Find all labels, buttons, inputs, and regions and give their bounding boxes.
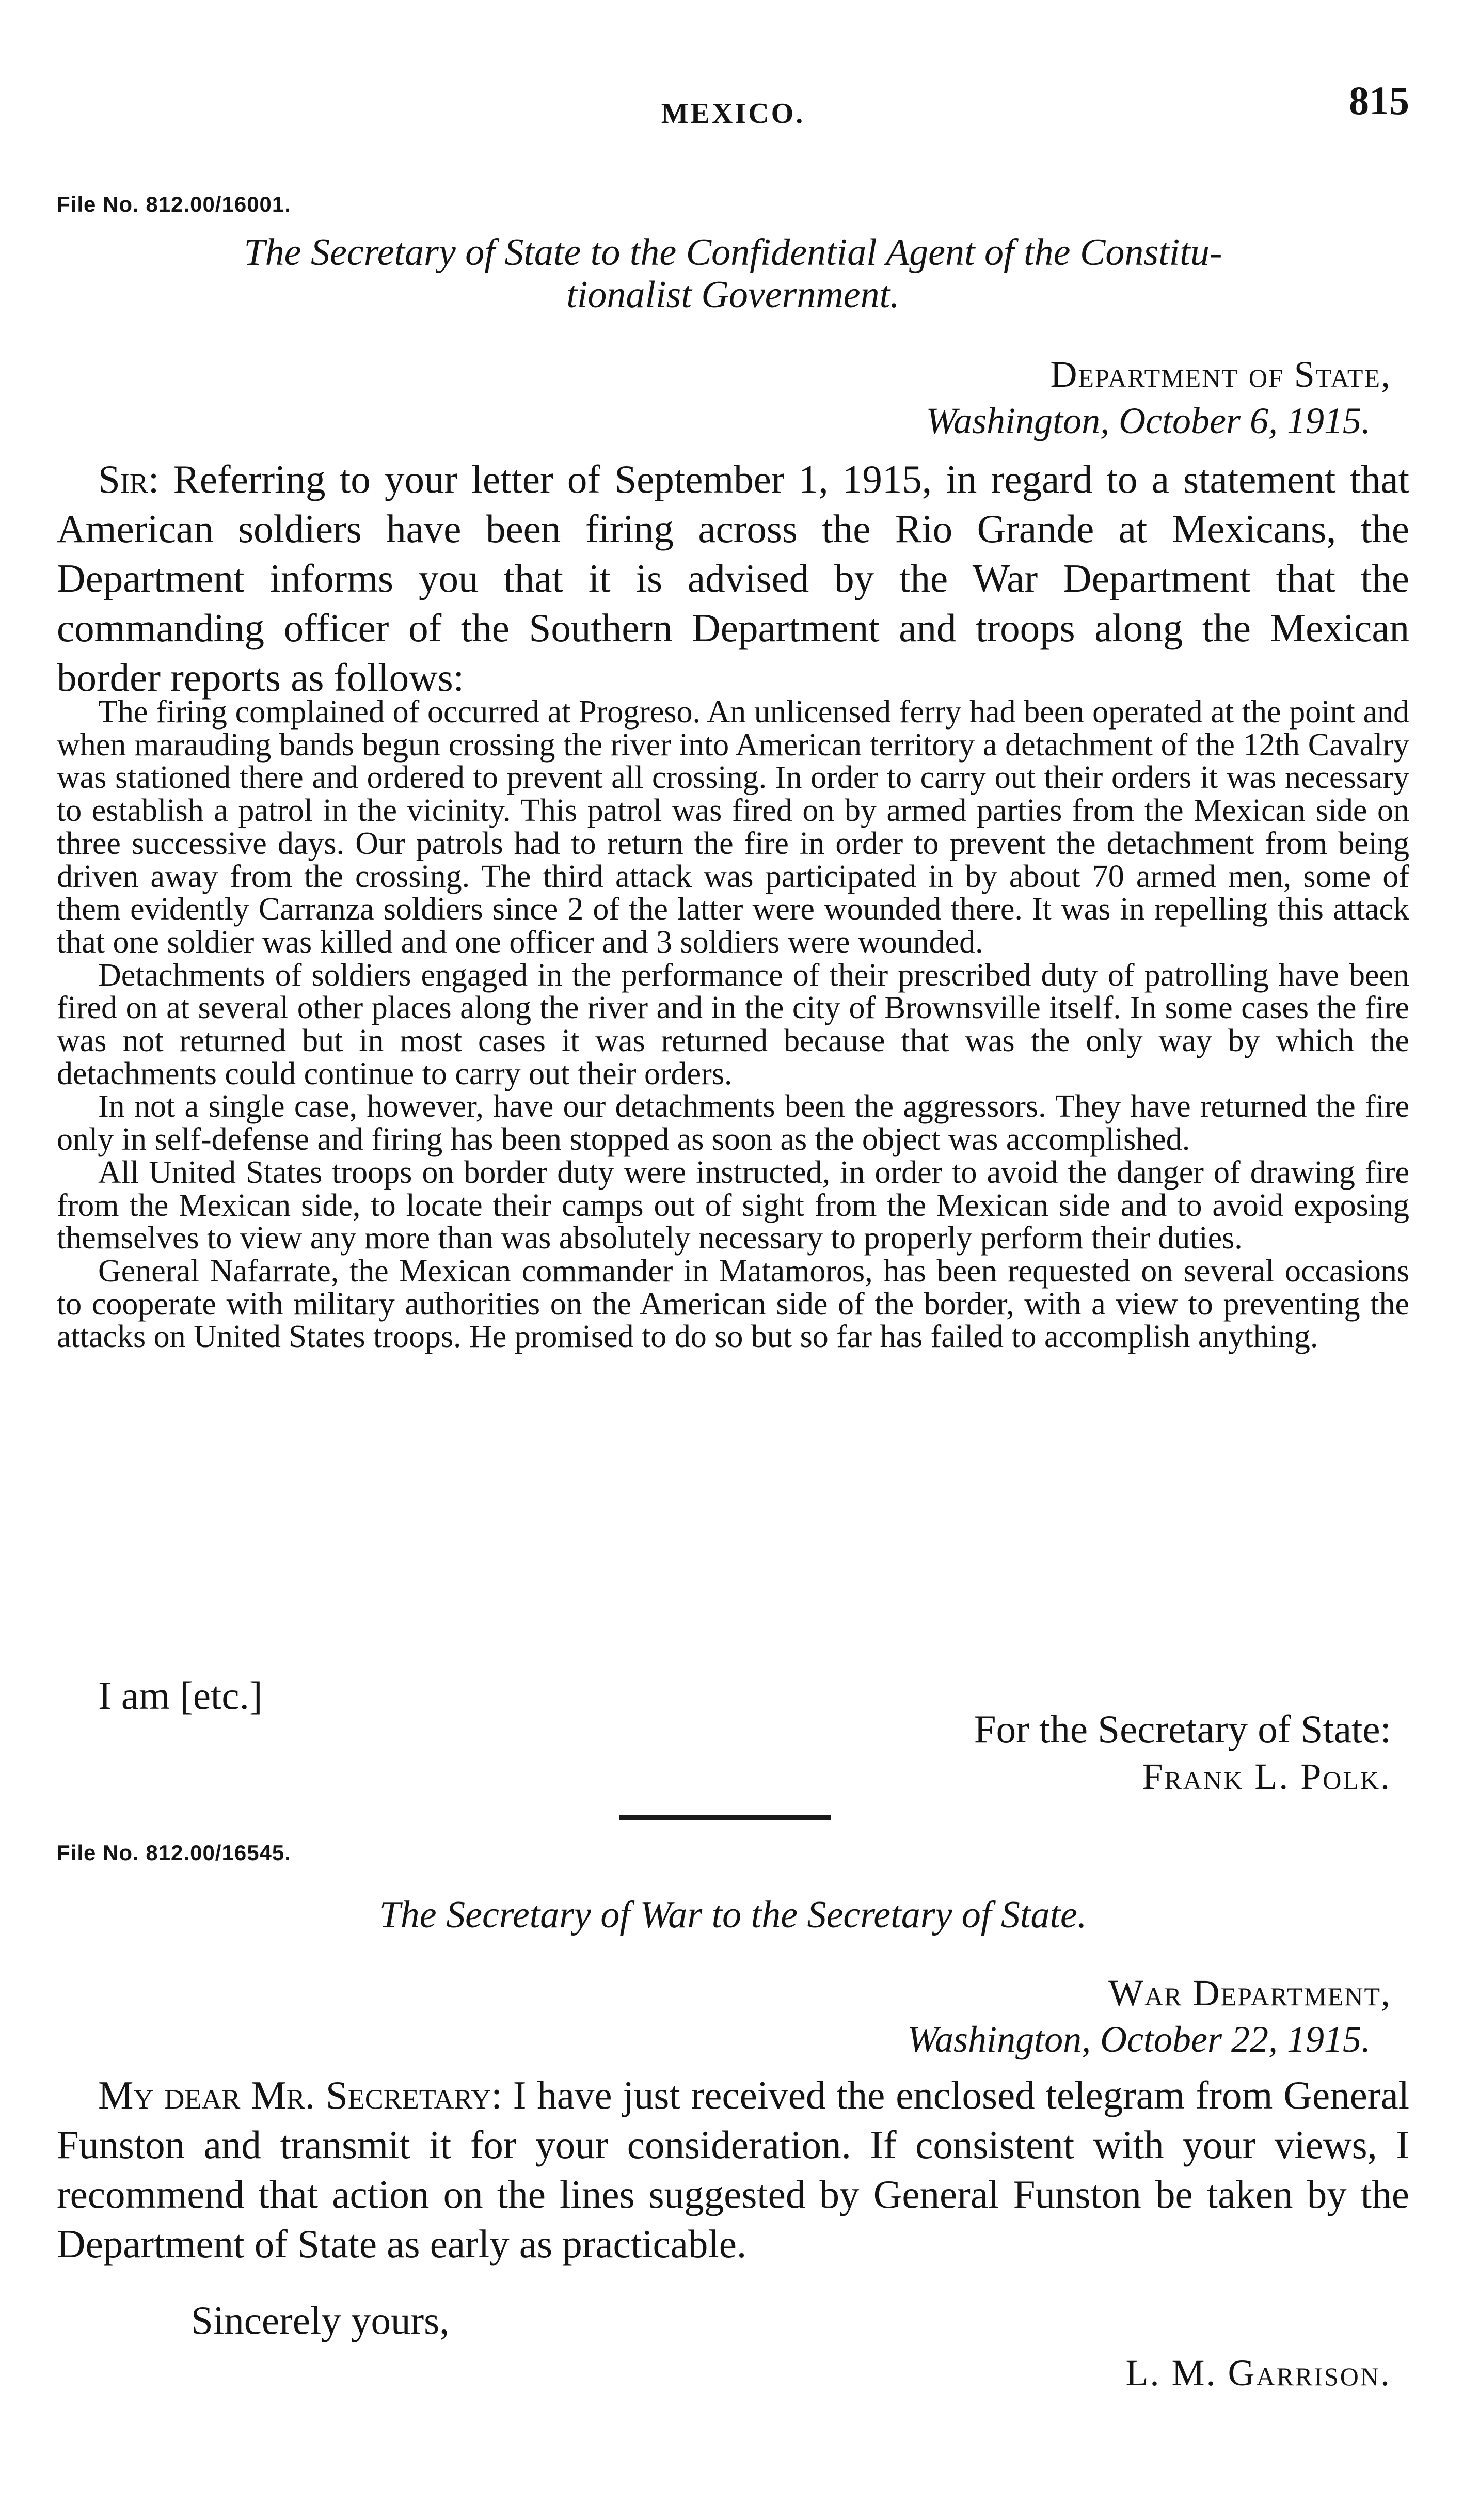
document-heading [57, 231, 1409, 316]
salutation: My dear Mr. Secretary: [98, 2073, 502, 2117]
paragraph-text: I have just received the enclosed telegram from General Funston and transmit it for your consideration. If consistent with your views, I recommend that action on the lines suggested by General Funston be taken by the Department of State as early as practicable. [57, 2073, 1410, 2266]
paragraph [57, 454, 1409, 702]
quoted-paragraph: General Nafarrate, the Mexican commander in Matamoros, has been requested on several occasions to cooperate with military authorities on the American side of the border, with a view to preventing the attacks on United States troops. He promised to do so but so far has failed to accomplish anything. [57, 1253, 1409, 1355]
salutation: Sir: [98, 457, 160, 501]
paragraph-text: Referring to your letter of September 1, 1915, in regard to a statement that American soldiers have been firing across the Rio Grande at Mexicans, the Department informs you that it is advised by the War Department that the commanding officer of the Southern Department and troops along the Mexican border reports as follows: [57, 457, 1410, 700]
dateline-place-date: Washington, October 6, 1915. [926, 400, 1371, 441]
heading-line: The Secretary of State to the Confidential Agent of the Constitu- [244, 231, 1222, 274]
page-number: 815 [1349, 78, 1409, 123]
dateline [926, 351, 1391, 444]
dateline-organization: Department of State, [1050, 354, 1391, 395]
signature: Frank L. Polk. [1142, 1756, 1391, 1797]
paragraph [57, 2070, 1409, 2269]
quoted-paragraph: All United States troops on border duty were instructed, in order to avoid the danger of drawing fire from the Mexican side, to locate their camps out of sight from the Mexican side and to avoid exposing themselves to view any more than was absolutely necessary to properly perform their duties. [57, 1154, 1409, 1256]
signature-authority: For the Secretary of State: [974, 1707, 1391, 1751]
file-number: File No. 812.00/16545. [57, 1841, 291, 1865]
dateline [908, 1970, 1391, 2063]
section-divider [619, 1815, 831, 1820]
closing: I am [etc.] [98, 1673, 263, 1718]
quoted-report [57, 696, 1409, 1354]
quoted-paragraph: In not a single case, however, have our detachments been the aggressors. They have returned the fire only in self-defense and firing has been stopped as soon as the object was accomplished. [57, 1089, 1409, 1158]
dateline-place-date: Washington, October 22, 1915. [907, 2019, 1371, 2060]
closing: Sincerely yours, [191, 2298, 450, 2342]
letter-body [57, 2070, 1409, 2269]
document-heading: The Secretary of War to the Secretary of State. [379, 1894, 1087, 1936]
dateline-organization: War Department, [1108, 1972, 1391, 2014]
running-head [57, 77, 1409, 134]
signature: L. M. Garrison. [1125, 2352, 1391, 2394]
letter-body [57, 454, 1409, 702]
running-title: MEXICO. [661, 98, 805, 130]
file-number: File No. 812.00/16001. [57, 192, 291, 216]
quoted-paragraph: Detachments of soldiers engaged in the performance of their prescribed duty of patrolling have been fired on at several other places along the river and in the city of Brownsville itself. In some cases the fire was not returned but in most cases it was returned because that was the only way by which the detachments could continue to carry out their orders. [57, 957, 1409, 1091]
quoted-paragraph: The firing complained of occurred at Progreso. An unlicensed ferry had been operated at the point and when marauding bands begun crossing the river into American territory a detachment of the 12th Cavalry was stationed there and ordered to prevent all crossing. In order to carry out their orders it was necessary to establish a patrol in the vicinity. This patrol was fired on by armed parties from the Mexican side on three successive days. Our patrols had to return the fire in order to prevent the detachment from being driven away from the crossing. The third attack was participated in by about 70 armed men, some of them evidently Carranza soldiers since 2 of the latter were wounded there. It was in repelling this attack that one soldier was killed and one officer and 3 soldiers were wounded. [57, 694, 1409, 960]
heading-line: tionalist Government. [566, 274, 900, 316]
